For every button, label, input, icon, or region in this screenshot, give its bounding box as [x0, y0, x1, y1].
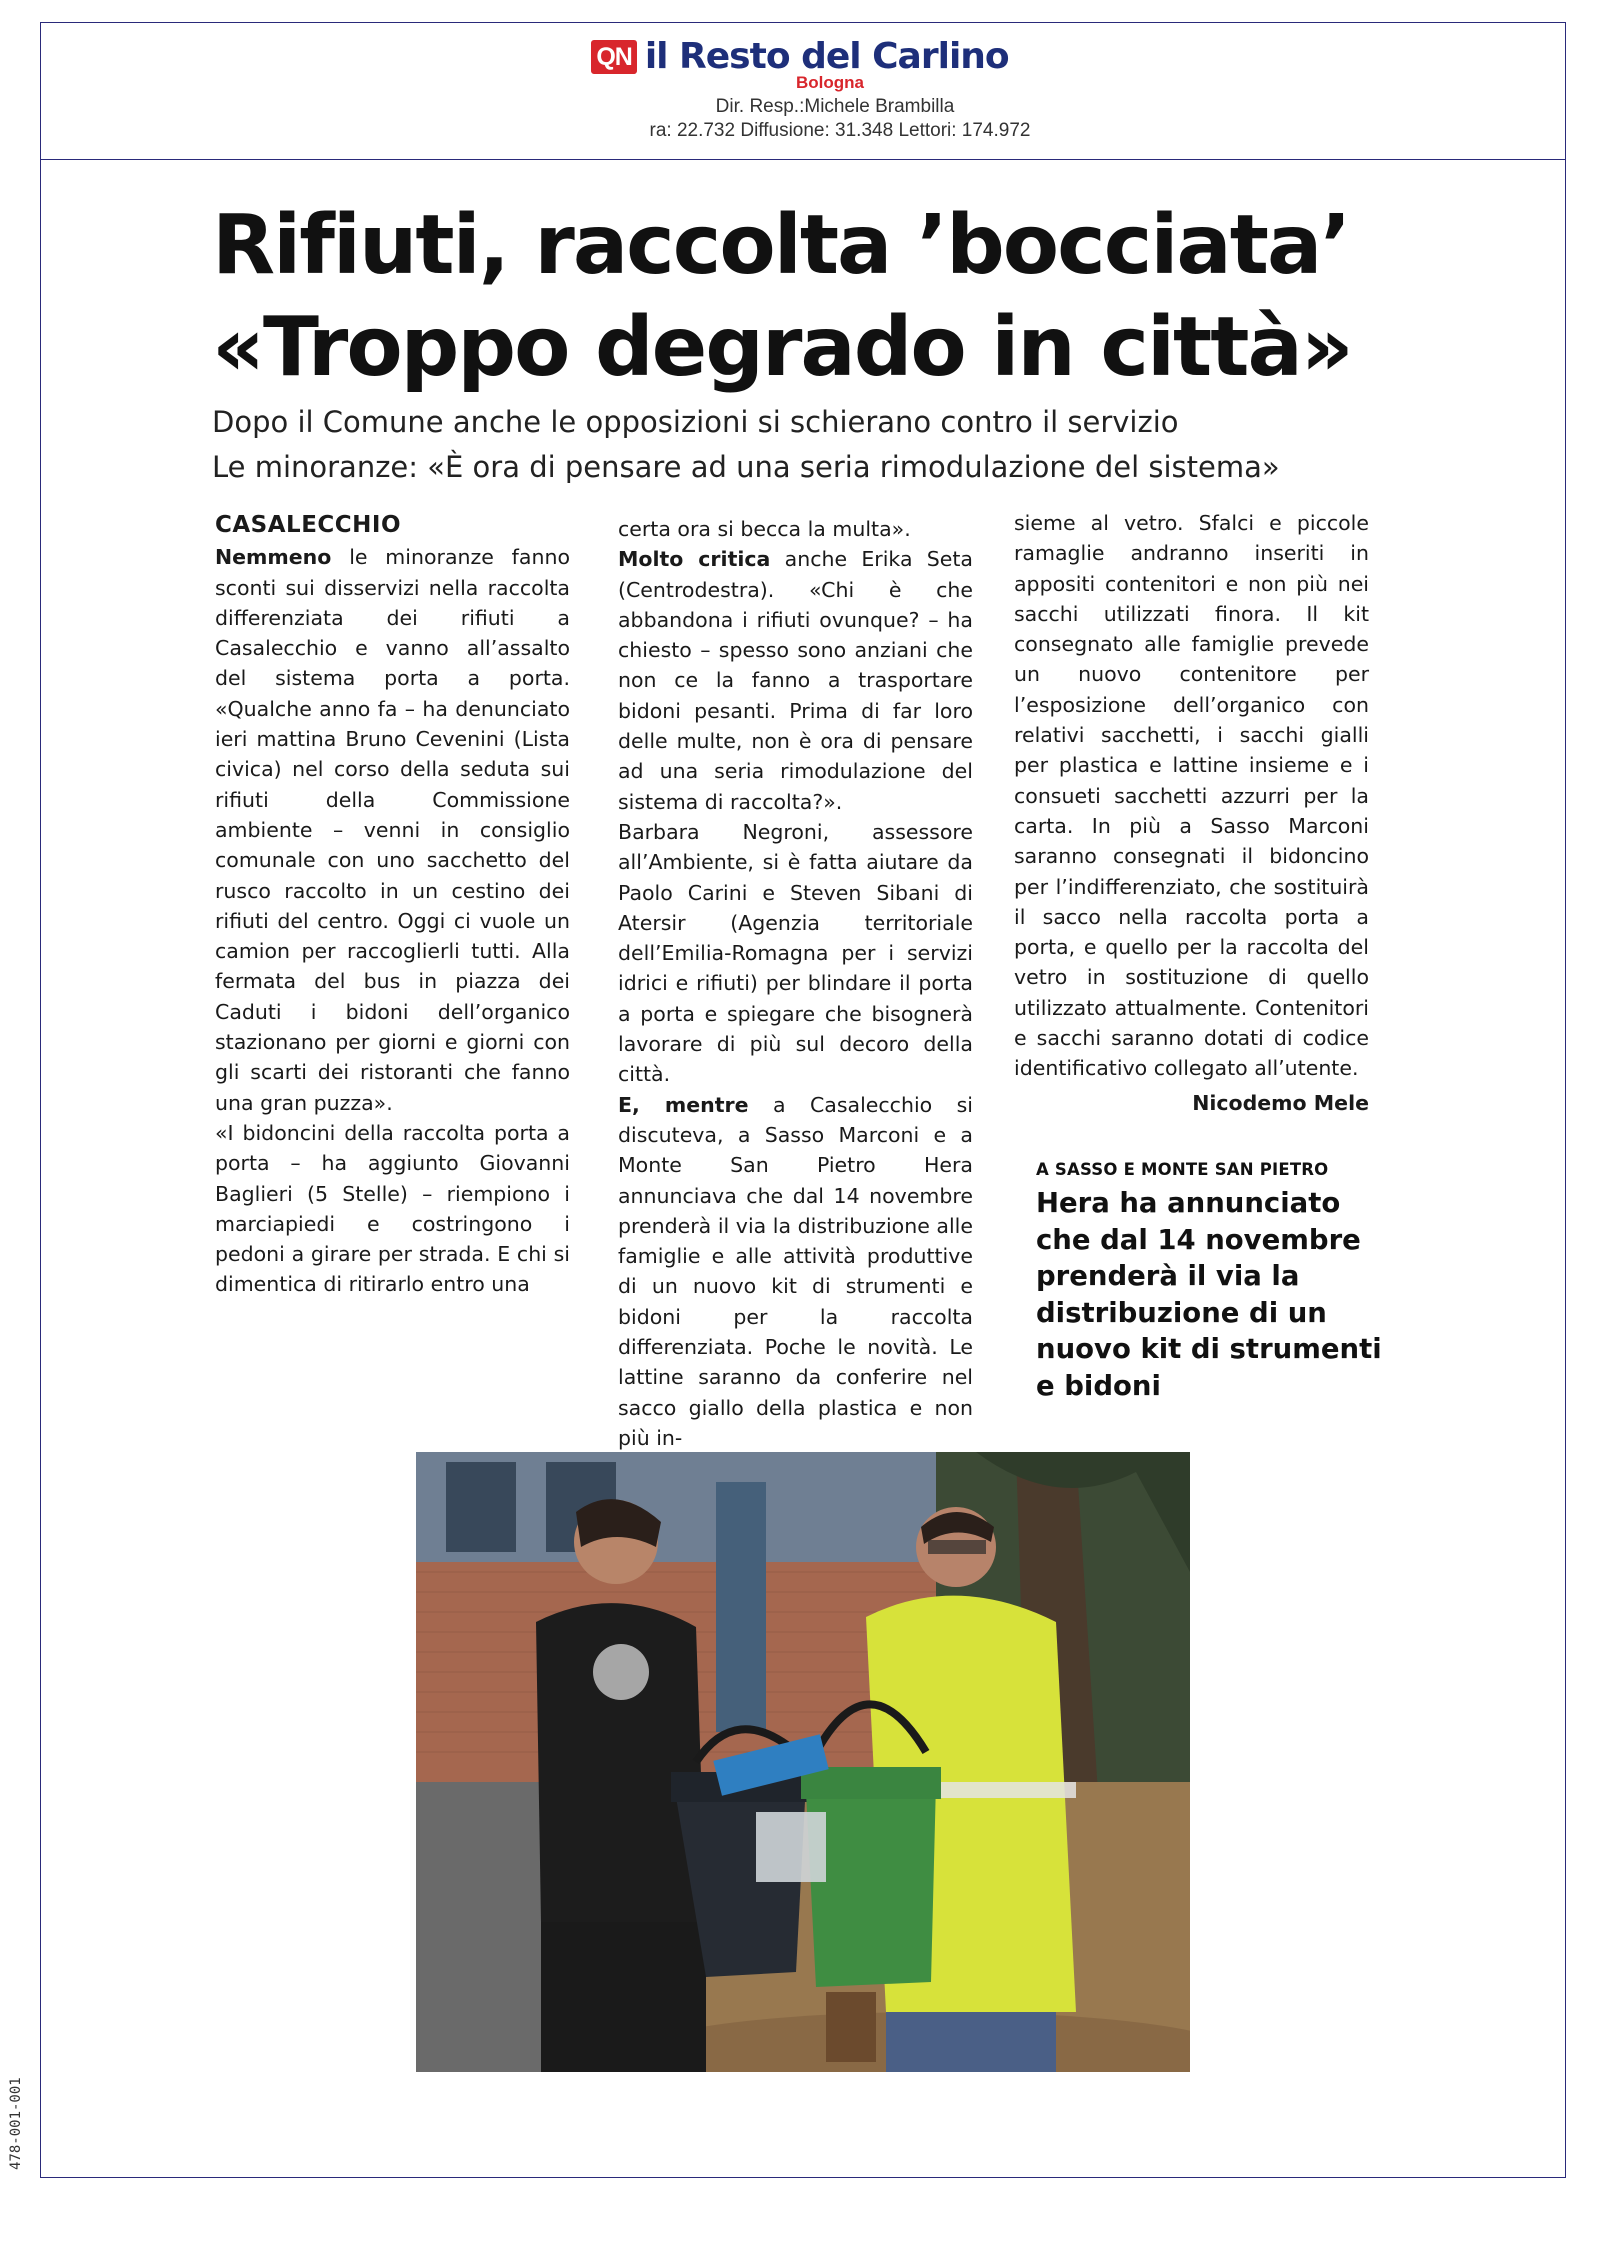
shirt-graphic — [593, 1644, 649, 1700]
circulation-stats: ra: 22.732 Diffusione: 31.348 Lettori: 174.972 — [649, 120, 1031, 141]
qn-badge: QN — [591, 40, 637, 74]
photo-illustration — [416, 1452, 1190, 2072]
byline: Nicodemo Mele — [1192, 1090, 1369, 1115]
newspaper-logo — [591, 36, 1008, 77]
paragraph-text: anche Erika Seta (Centrodestra). «Chi è che abbandona i rifiuti ovunque? – ha chiesto – spesso sono anziani che non ce la fanno a trasportare bidoni pesanti. Prima di far loro delle multe, non è ora di pensare ad una seria rimodulazione del sistema di raccolta?». — [618, 547, 973, 814]
headline-line-2: «Troppo degrado in città» — [212, 300, 1352, 395]
green-bin-lid — [801, 1767, 941, 1799]
man-jeans — [886, 2012, 1056, 2072]
paragraph: Barbara Negroni, assessore all’Ambiente, si è fatta aiutare da Paolo Carini e Steven Sibani di Atersir (Agenzia territoriale dell’Emilia-Romagna per i servizi idrici e rifiuti) per blindare il porta a porta e spiegare che bisognerà lavorare di più sul decoro della città. — [618, 819, 973, 1087]
pullquote-text: Hera ha annunciato che dal 14 novembre prenderà il via la distribuzione di un nuovo kit di strumenti e bidoni — [1036, 1187, 1382, 1402]
article-column-2 — [618, 514, 973, 1453]
dateline: CASALECCHIO — [215, 512, 402, 538]
article-photo — [416, 1452, 1190, 2072]
doorway — [716, 1482, 766, 1732]
paragraph — [618, 544, 973, 817]
lead-word: Molto critica — [618, 547, 771, 572]
lead-word: E, mentre — [618, 1092, 749, 1117]
header-divider — [40, 159, 1566, 160]
subhead-line-2: Le minoranze: «È ora di pensare ad una seria rimodulazione del sistema» — [212, 450, 1280, 484]
headline — [212, 195, 1412, 399]
brown-bin — [826, 1992, 876, 2062]
headline-line-1: Rifiuti, raccolta ’bocciata’ — [212, 198, 1350, 293]
subhead-line-1: Dopo il Comune anche le opposizioni si schierano contro il servizio — [212, 405, 1179, 439]
masthead — [0, 36, 1600, 143]
director-line: Dir. Resp.:Michele Brambilla — [715, 96, 955, 117]
paragraph: «I bidoncini della raccolta porta a porta – ha aggiunto Giovanni Baglieri (5 Stelle) – riempiono i marciapiedi e costringono i pedoni a girare per strada. E chi si dimentica di ritirarlo entro una — [215, 1120, 570, 1297]
paragraph: sieme al vetro. Sfalci e piccole ramaglie andranno inseriti in appositi contenitori e non più nei sacchi utilizzati finora. Il kit consegnato alle famiglie prevede un nuovo contenitore per l’esposizione dell’organico con relativi sacchetti, i sacchi gialli per plastica e lattine insieme e i consueti sacchetti azzurri per la carta. In più a Sasso Marconi saranno consegnati il bidoncino per l’indifferenziato, che sostituirà il sacco nella raccolta porta a porta, e quello per la raccolta del vetro in sostituzione di quello utilizzato attualmente. Contenitori e sacchi saranno dotati di codice identificativo collegato all’utente. — [1014, 511, 1369, 1081]
edition-label: Bologna — [796, 73, 864, 92]
paper-name: il Resto del Carlino — [644, 36, 1009, 77]
window — [446, 1462, 516, 1552]
paragraph: certa ora si becca la multa». — [618, 517, 911, 541]
paragraph-text: a Casalecchio si discuteva, a Sasso Marconi e a Monte San Pietro Hera annunciava che dal 14 novembre prenderà il via la distribuzione alle famiglie e alle attività produttive di un nuovo kit di strumenti e bidoni per la raccolta differenziata. Poche le novità. Le lattine saranno da conferire nel sacco giallo della plastica e non più in- — [618, 1092, 973, 1450]
paragraph — [618, 1090, 973, 1454]
pullquote — [1036, 1160, 1396, 1404]
article-column-3 — [1014, 508, 1369, 1118]
woman-trousers — [541, 1922, 706, 2072]
page-code: 478-001-001 — [8, 2077, 24, 2170]
paragraph-text: le minoranze fanno sconti sui disservizi nella raccolta differenziata dei rifiuti a Casalecchio e vanno all’assalto del sistema porta a porta. «Qualche anno fa – ha denunciato ieri mattina Bruno Cevenini (Lista civica) nel corso della seduta sui rifiuti della Commissione ambiente – venni in consiglio comunale con uno sacchetto del rusco raccolto in un cestino dei rifiuti del centro. Oggi ci vuole un camion per raccoglierli tutti. Alla fermata del bus in piazza dei Caduti i bidoni dell’organico stazionano per giorni e giorni con gli scarti dei ristoranti che fanno una gran puzza». — [215, 545, 570, 1115]
pullquote-kicker: A SASSO E MONTE SAN PIETRO — [1036, 1160, 1329, 1179]
article-column-1 — [215, 510, 570, 1300]
paragraph — [215, 542, 570, 1118]
subheadline — [212, 400, 1462, 490]
clear-bag — [756, 1812, 826, 1882]
lead-word: Nemmeno — [215, 545, 332, 570]
man-glasses — [928, 1540, 986, 1554]
